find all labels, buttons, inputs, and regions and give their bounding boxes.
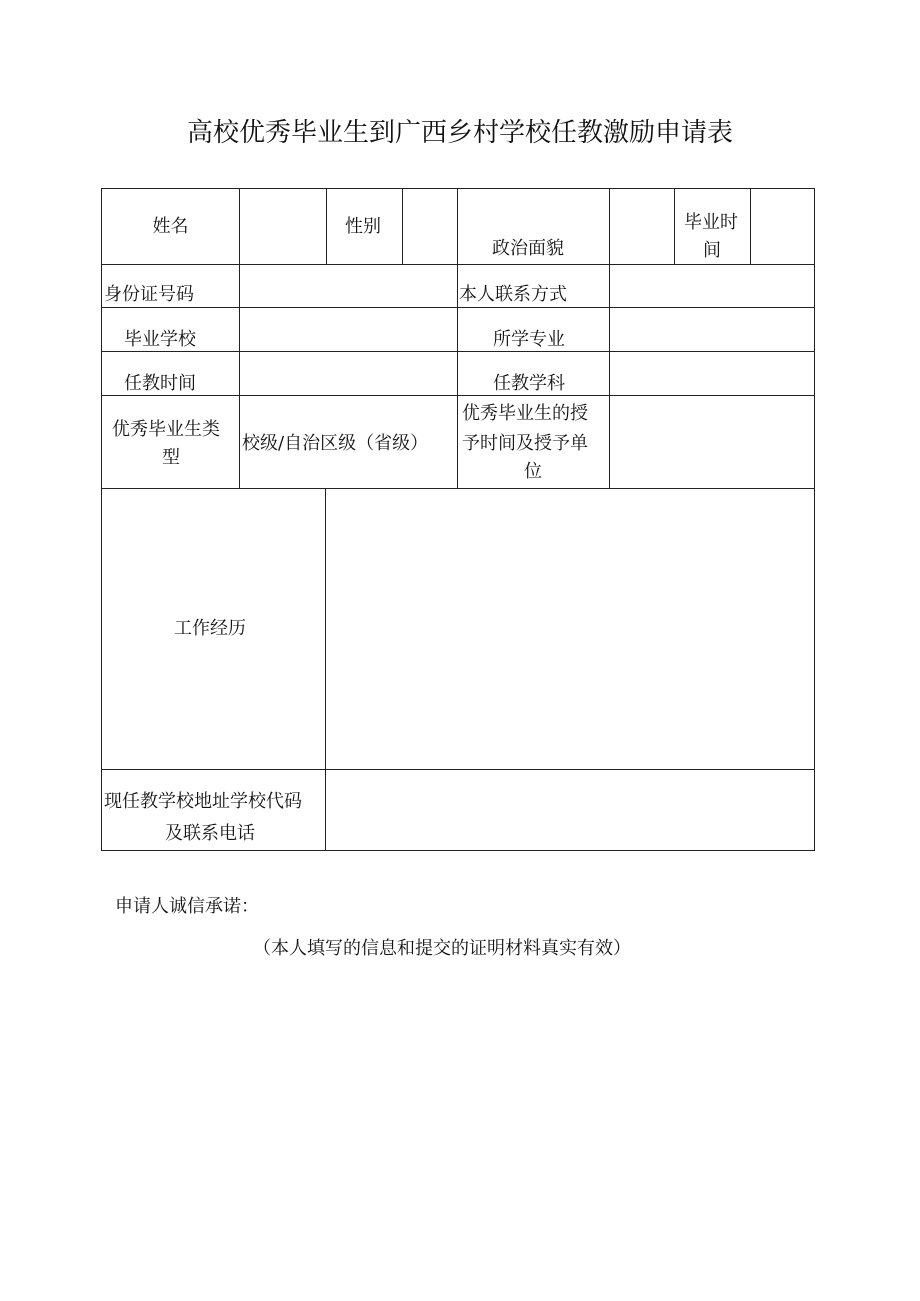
commitment-heading: 申请人诚信承诺： — [115, 896, 259, 917]
political-label-cell — [458, 189, 610, 265]
type-label-line2: 型 — [162, 447, 180, 468]
political-label: 政治面貌 — [492, 238, 564, 259]
type-value-cell[interactable] — [240, 396, 458, 489]
name-input-cell[interactable] — [240, 189, 327, 265]
gender-label: 性别 — [345, 216, 381, 237]
gender-input-cell[interactable] — [403, 189, 458, 265]
grad-time-label-line2: 间 — [703, 240, 721, 261]
page-title: 高校优秀毕业生到广西乡村学校任教激励申请表 — [186, 118, 733, 148]
teach-time-label-cell — [102, 352, 240, 396]
award-input-cell[interactable] — [610, 396, 814, 489]
id-input-cell[interactable] — [240, 265, 458, 308]
contact-input-cell[interactable] — [610, 265, 814, 308]
address-label-cell — [102, 770, 326, 850]
id-label-cell — [102, 265, 240, 308]
grad-time-input-cell[interactable] — [751, 189, 814, 265]
id-label: 身份证号码 — [104, 284, 194, 305]
name-label: 姓名 — [152, 215, 189, 237]
teach-subject-input-cell[interactable] — [610, 352, 814, 396]
contact-label: 本人联系方式 — [459, 284, 567, 305]
school-input-cell[interactable] — [240, 308, 458, 352]
type-label-cell — [102, 396, 240, 489]
teach-subject-label: 任教学科 — [493, 373, 565, 394]
teach-time-input-cell[interactable] — [240, 352, 458, 396]
grad-time-label-line1: 毕业时 — [684, 212, 738, 233]
application-form-table — [101, 188, 815, 851]
school-label-cell — [102, 308, 240, 352]
work-label: 工作经历 — [174, 618, 246, 639]
major-label-cell — [458, 308, 610, 352]
address-label-line1: 现任教学校地址学校代码 — [104, 791, 302, 812]
teach-time-label: 任教时间 — [124, 373, 196, 394]
award-label-line2: 予时间及授予单 — [462, 433, 588, 454]
political-input-cell[interactable] — [610, 189, 675, 265]
address-label-line2: 及联系电话 — [165, 823, 255, 844]
contact-label-cell — [458, 265, 610, 308]
award-label-line1: 优秀毕业生的授 — [462, 403, 588, 424]
type-label-line1: 优秀毕业生类 — [112, 419, 220, 440]
teach-subject-label-cell — [458, 352, 610, 396]
award-label-cell — [458, 396, 610, 489]
name-label-cell — [102, 189, 240, 265]
school-label: 毕业学校 — [124, 329, 196, 350]
address-input-cell[interactable] — [326, 770, 814, 850]
grad-time-label-cell — [675, 189, 751, 265]
type-value: 校级/自治区级（省级） — [242, 433, 429, 454]
declaration-text: （本人填写的信息和提交的证明材料真实有效） — [253, 938, 631, 959]
award-label-line3: 位 — [524, 461, 542, 482]
major-label: 所学专业 — [493, 329, 565, 350]
work-history-input-cell[interactable] — [326, 489, 814, 770]
work-label-cell — [102, 489, 326, 770]
major-input-cell[interactable] — [610, 308, 814, 352]
gender-label-cell — [327, 189, 403, 265]
